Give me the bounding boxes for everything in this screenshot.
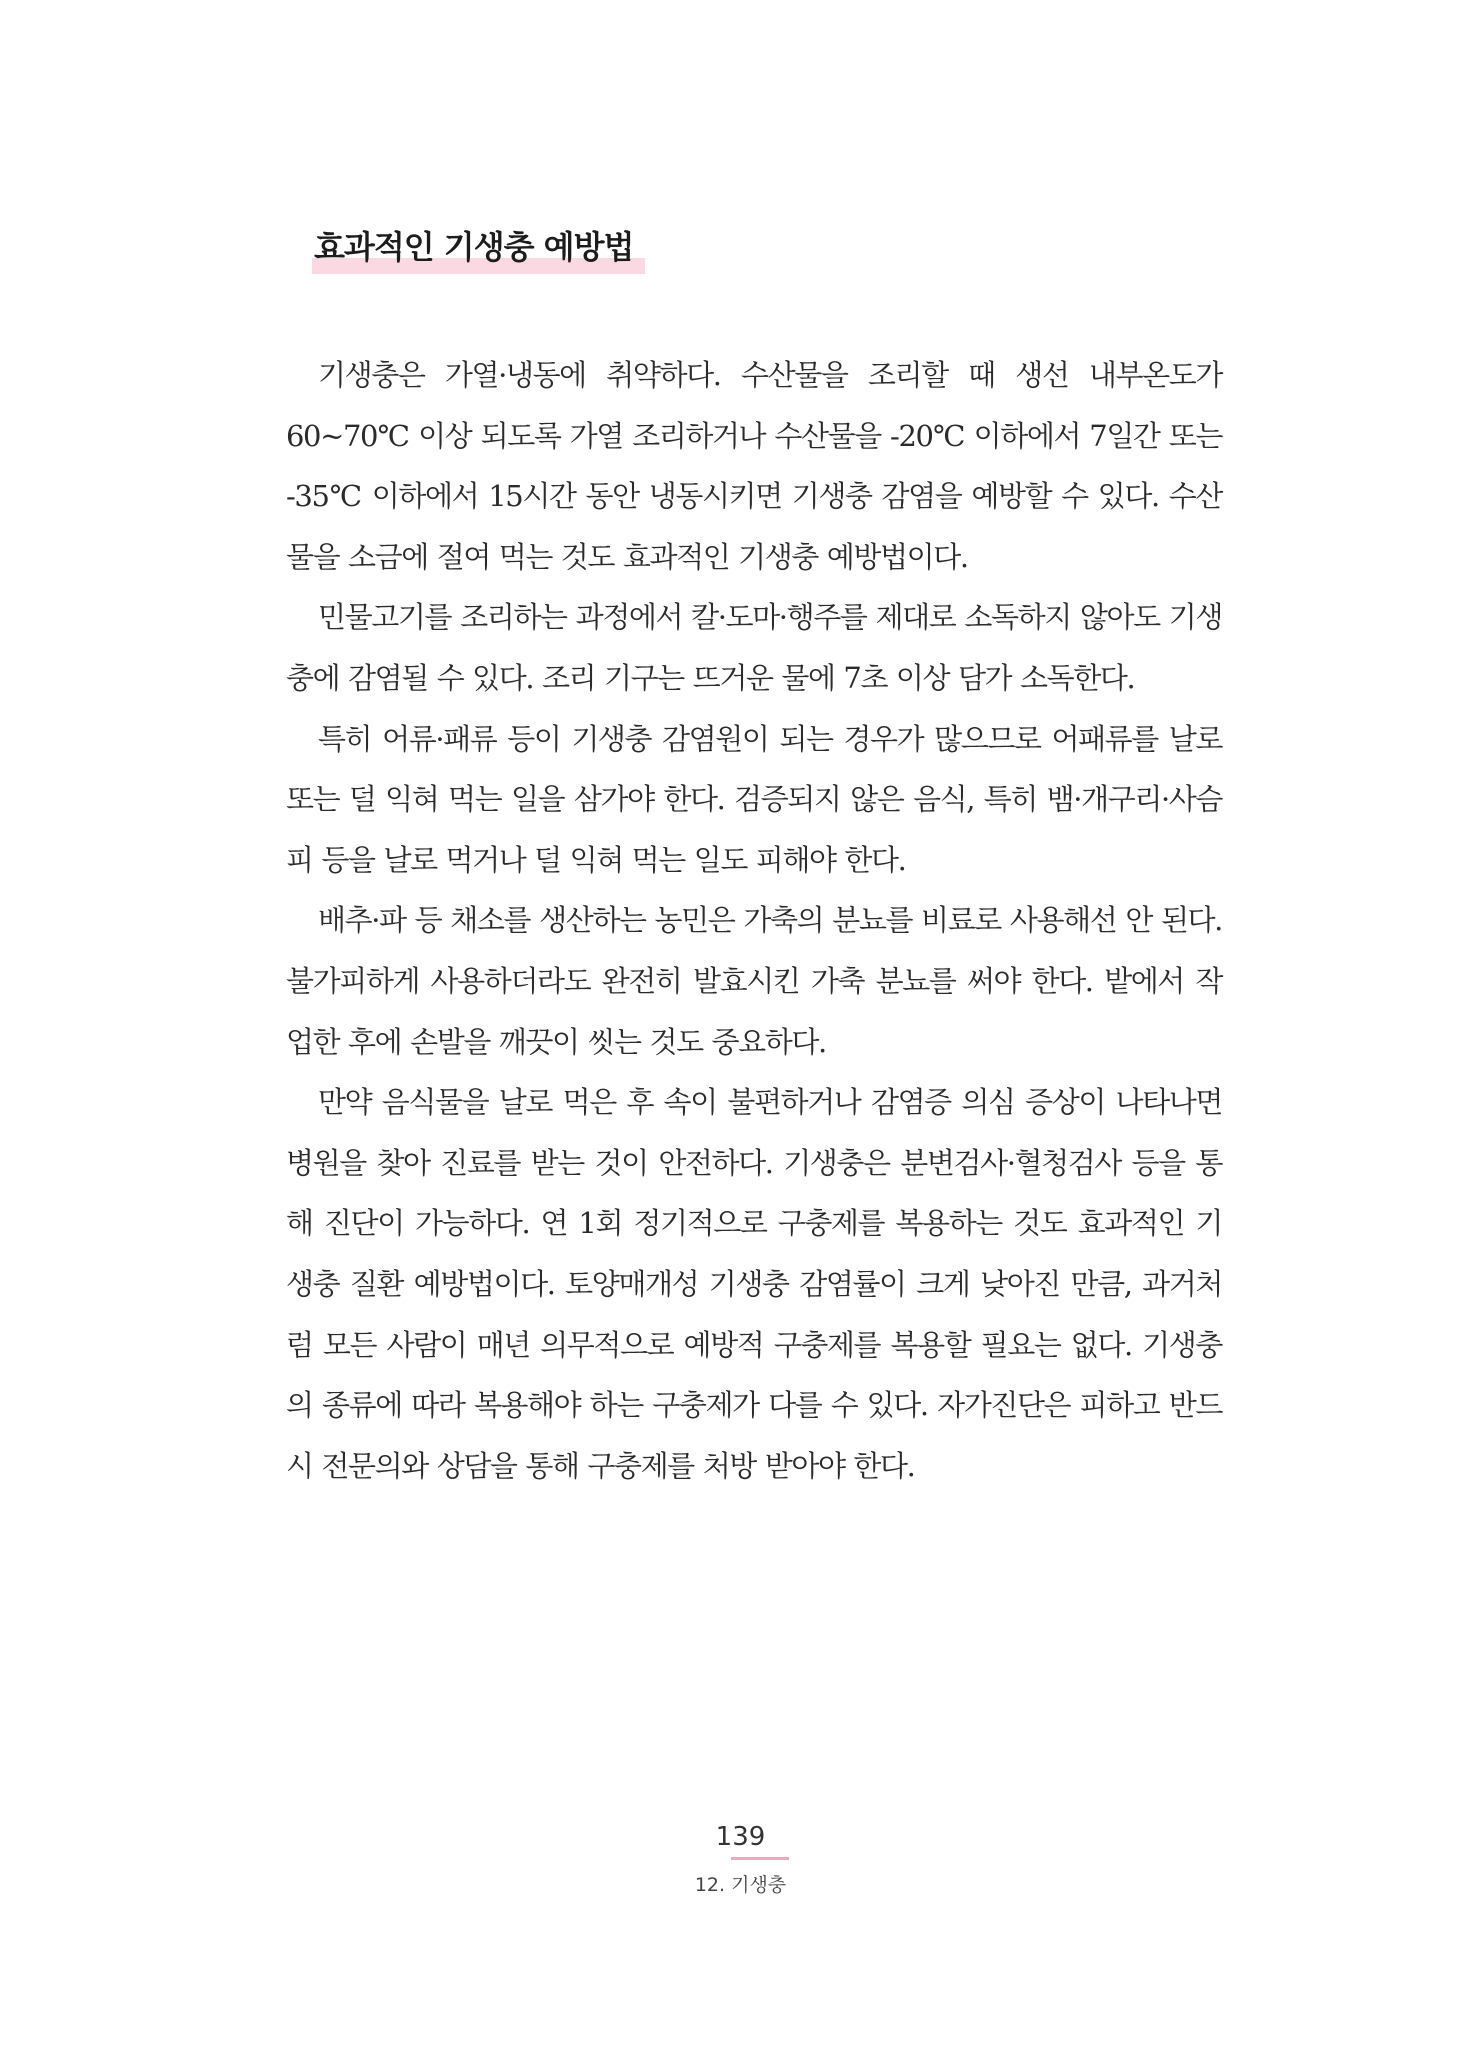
- paragraph-farmers: 배추·파 등 채소를 생산하는 농민은 가축의 분뇨를 비료로 사용해선 안 된다. 불가피하게 사용하더라도 완전히 발효시킨 가축 분뇨를 써야 한다. 밭에서 작업한 후에 손발을 깨끗이 씻는 것도 중요하다.: [286, 903, 1222, 1059]
- section-heading: 효과적인 기생충 예방법: [314, 228, 634, 266]
- page-number: 139: [715, 1822, 766, 1852]
- body-text: [286, 345, 1222, 1496]
- page-number-rule: [731, 1857, 789, 1860]
- paragraph-utensils: 민물고기를 조리하는 과정에서 칼·도마·행주를 제대로 소독하지 않아도 기생충에 감염될 수 있다. 조리 기구는 뜨거운 물에 7초 이상 담가 소독한다.: [286, 600, 1222, 695]
- section-heading-block: [312, 224, 639, 276]
- paragraph-cooking-freezing: 기생충은 가열·냉동에 취약하다. 수산물을 조리할 때 생선 내부온도가 60~70℃ 이상 되도록 가열 조리하거나 수산물을 -20℃ 이하에서 7일간 또는 -35℃ 이하에서 15시간 동안 냉동시키면 기생충 감염을 예방할 수 있다. 수산물을 소금에 절여 먹는 것도 효과적인 기생충 예방법이다.: [286, 358, 1222, 574]
- paragraph-raw-food: 특히 어류·패류 등이 기생충 감염원이 되는 경우가 많으므로 어패류를 날로 또는 덜 익혀 먹는 일을 삼가야 한다. 검증되지 않은 음식, 특히 뱀·개구리·사슴피 등을 날로 먹거나 덜 익혀 먹는 일도 피해야 한다.: [286, 721, 1222, 877]
- chapter-label: 12. 기생충: [694, 1874, 787, 1896]
- paragraph-diagnosis: 만약 음식물을 날로 먹은 후 속이 불편하거나 감염증 의심 증상이 나타나면 병원을 찾아 진료를 받는 것이 안전하다. 기생충은 분변검사·혈청검사 등을 통해 진단이 가능하다. 연 1회 정기적으로 구충제를 복용하는 것도 효과적인 기생충 질환 예방법이다. 토양매개성 기생충 감염률이 크게 낮아진 만큼, 과거처럼 모든 사람이 매년 의무적으로 예방적 구충제를 복용할 필요는 없다. 기생충의 종류에 따라 복용해야 하는 구충제가 다를 수 있다. 자가진단은 피하고 반드시 전문의와 상담을 통해 구충제를 처방 받아야 한다.: [286, 1085, 1222, 1483]
